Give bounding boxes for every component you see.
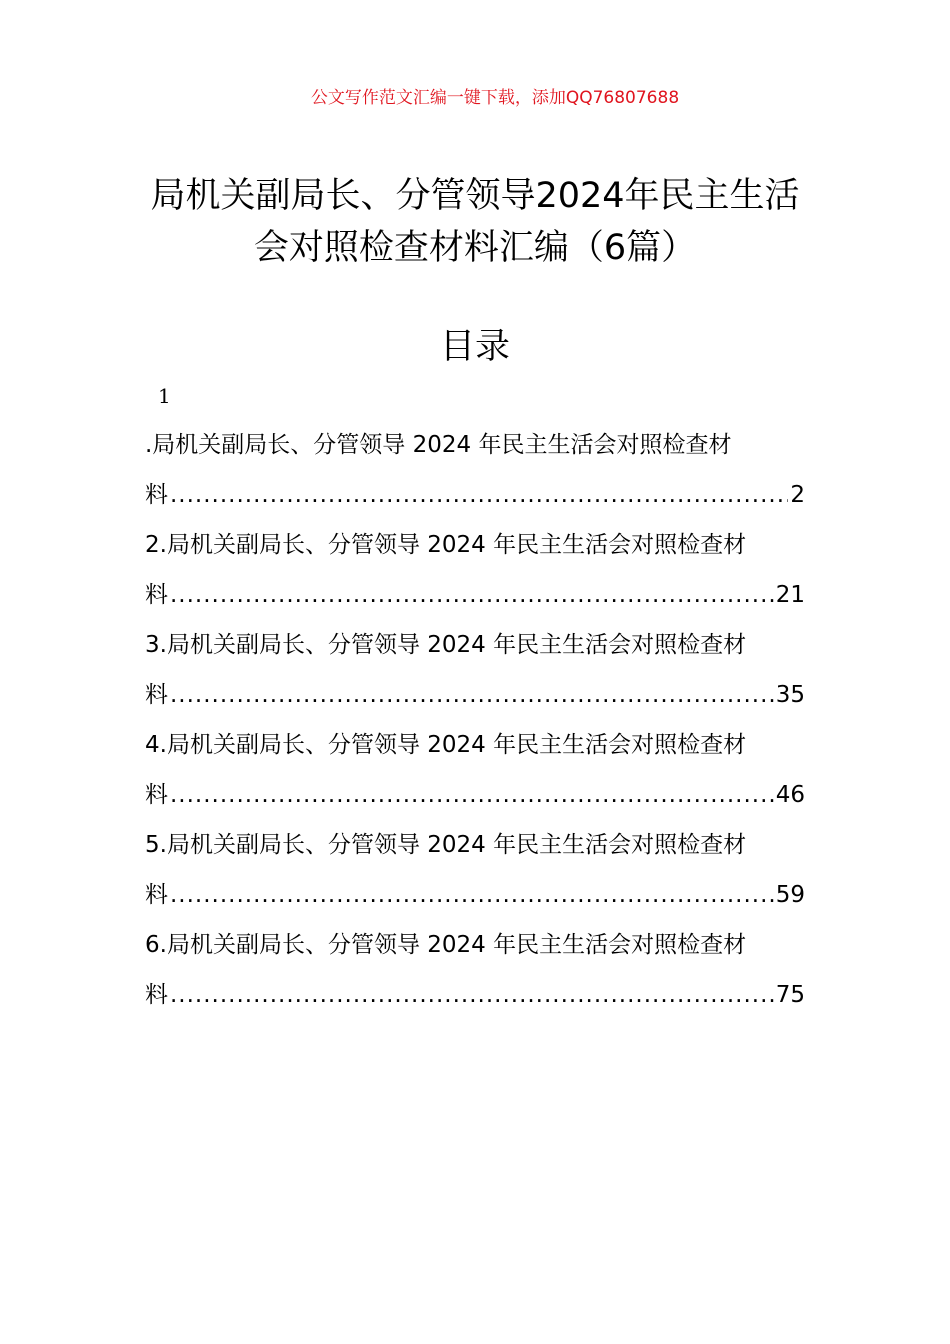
document-title (110, 170, 840, 274)
toc-entry-title: 6.局机关副局长、分管领导 2024 年民主生活会对照检查材 (145, 932, 747, 958)
toc-entry[interactable] (145, 620, 805, 720)
toc-page-number: 2 (790, 482, 805, 508)
toc-entry-title-end: 料 (145, 782, 168, 808)
table-of-contents (145, 420, 805, 1020)
toc-entry-title-end: 料 (145, 482, 168, 508)
toc-entry[interactable] (145, 820, 805, 920)
toc-heading: 目录 (439, 327, 510, 367)
title-line-2: 会对照检查材料汇编（6篇） (253, 228, 697, 268)
toc-entry-title: 3.局机关副局长、分管领导 2024 年民主生活会对照检查材 (145, 632, 747, 658)
toc-page-number: 46 (775, 782, 805, 808)
toc-page-number: 59 (775, 882, 805, 908)
toc-entry[interactable] (145, 420, 805, 520)
toc-entry-title: 4.局机关副局长、分管领导 2024 年民主生活会对照检查材 (145, 732, 747, 758)
toc-entry[interactable] (145, 720, 805, 820)
toc-entry-title-end: 料 (145, 982, 168, 1008)
toc-entry-continuation (145, 670, 805, 720)
toc-entry-title-end: 料 (145, 582, 168, 608)
toc-entry[interactable] (145, 520, 805, 620)
toc-entry-continuation (145, 570, 805, 620)
watermark-banner: 公文写作范文汇编一键下载，添加QQ76807688 (310, 88, 680, 108)
toc-dot-leader (170, 570, 774, 620)
toc-entry-title: 2.局机关副局长、分管领导 2024 年民主生活会对照检查材 (145, 532, 747, 558)
toc-entry[interactable] (145, 920, 805, 1020)
toc-page-number: 35 (775, 682, 805, 708)
toc-entry-title-end: 料 (145, 882, 168, 908)
toc-dot-leader (170, 470, 788, 520)
toc-entry-continuation (145, 870, 805, 920)
toc-entry-title: 5.局机关副局长、分管领导 2024 年民主生活会对照检查材 (145, 832, 747, 858)
toc-dot-leader (170, 670, 774, 720)
toc-page-number: 21 (775, 582, 805, 608)
toc-entry-title-end: 料 (145, 682, 168, 708)
toc-dot-leader (170, 970, 774, 1020)
toc-dot-leader (170, 770, 774, 820)
toc-page-number: 75 (775, 982, 805, 1008)
toc-entry-continuation (145, 970, 805, 1020)
toc-dot-leader (170, 870, 774, 920)
toc-entry-continuation (145, 470, 805, 520)
toc-entry-title: .局机关副局长、分管领导 2024 年民主生活会对照检查材 (145, 432, 732, 458)
toc-entry-continuation (145, 770, 805, 820)
number-marker: 1 (158, 384, 171, 408)
title-line-1: 局机关副局长、分管领导2024年民主生活 (150, 176, 800, 216)
